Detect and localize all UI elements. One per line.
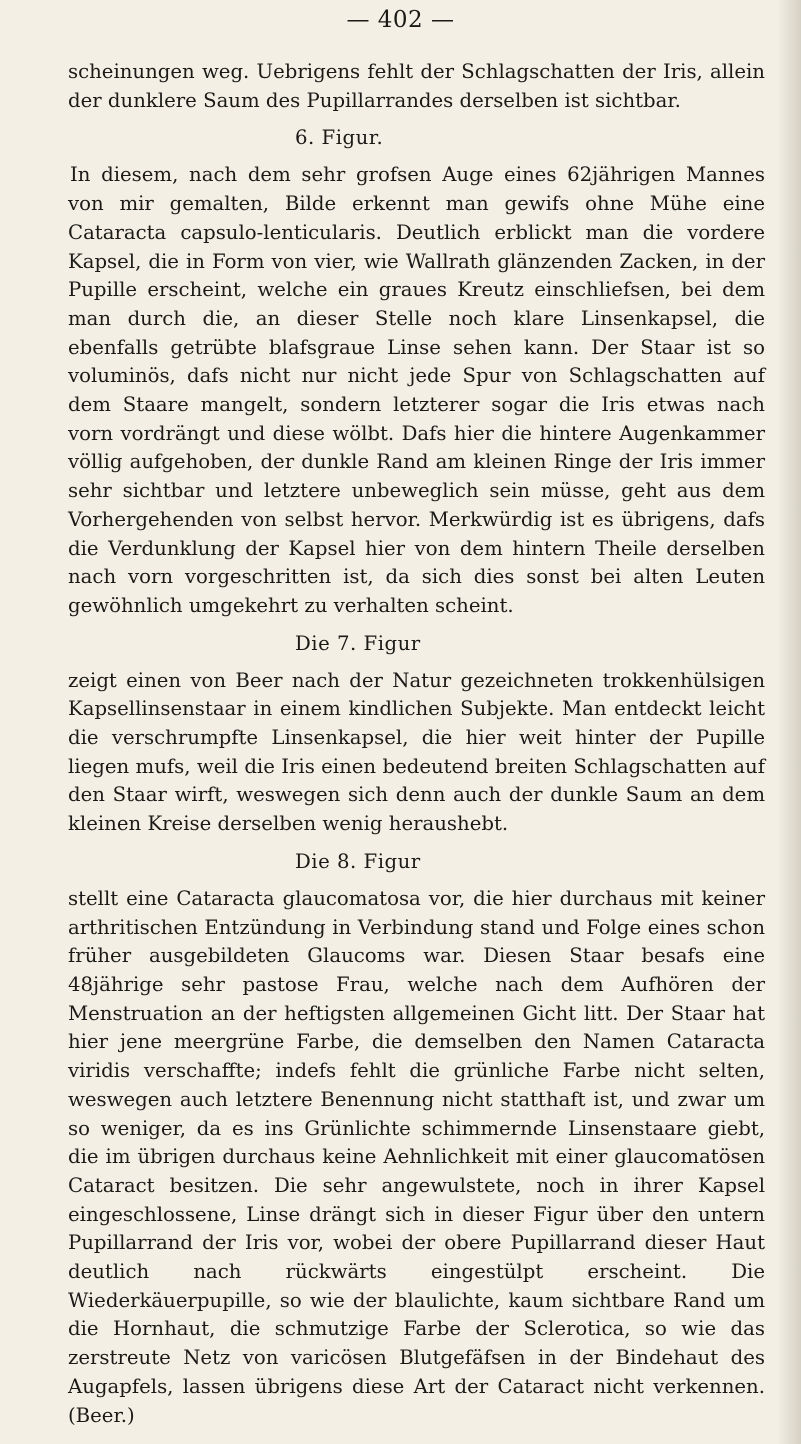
paragraph-figure-6: In diesem, nach dem sehr grofsen Auge eines 62jährigen Mannes von mir gemalten, Bilde erkennt man gewifs ohne Mühe eine Cataracta capsulo-lenticularis. Deutlich erblickt man die vordere Kapsel, die in Form von vier, wie Wallrath glänzenden Zacken, in der Pupille erscheint, welche ein graues Kreutz einschliefsen, bei dem man durch die, an dieser Stelle noch klare Linsenkapsel, die ebenfalls getrübte blafsgraue Linse sehen kann. Der Staar ist so voluminös, dafs nicht nur nicht jede Spur von Schlagschatten auf dem Staare mangelt, sondern letzterer sogar die Iris etwas nach vorn vordrängt und diese wölbt. Dafs hier die hintere Augenkammer völlig aufgehoben, der dunkle Rand am kleinen Ringe der Iris immer sehr sichtbar und letztere unbeweglich sein müsse, geht aus dem Vorhergehenden von selbst hervor. Merkwürdig ist es übrigens, dafs die Verdunklung der Kapsel hier von dem hintern Theile derselben nach vorn vorgeschritten ist, da sich dies sonst bei alten Leuten gewöhnlich umgekehrt zu verhalten scheint. bbox=[68, 163, 765, 617]
heading-figure-6: 6. Figur. bbox=[295, 126, 384, 150]
heading-figure-8: Die 8. Figur bbox=[295, 849, 421, 873]
heading-figure-7: Die 7. Figur bbox=[295, 631, 421, 655]
paragraph-figure-7: zeigt einen von Beer nach der Natur gezeichneten trokkenhülsigen Kapsellinsenstaar in einem kindlichen Subjekte. Man entdeckt leicht die verschrumpfte Linsenkapsel, die hier weit hinter der Pupille liegen mufs, weil die Iris einen bedeutend breiten Schlagschatten auf den Staar wirft, weswegen sich denn auch der dunkle Saum an dem kleinen Kreise derselben wenig heraushebt. bbox=[68, 668, 765, 836]
paragraph-continuation: scheinungen weg. Uebrigens fehlt der Schlagschatten der Iris, allein der dunklere Saum des Pupillarrandes derselben ist sichtbar. bbox=[68, 60, 765, 112]
page-text bbox=[68, 58, 765, 1430]
page-number: — 402 — bbox=[346, 7, 455, 33]
paragraph-figure-8: stellt eine Cataracta glaucomatosa vor, die hier durchaus mit keiner arthritischen Entzündung in Verbindung stand und Folge eines schon früher ausgebildeten Glaucoms war. Diesen Staar besafs eine 48jährige sehr pastose Frau, welche nach dem Aufhören der Menstruation an der heftigsten allgemeinen Gicht litt. Der Staar hat hier jene meergrüne Farbe, die demselben den Namen Cataracta viridis verschaffte; indefs fehlt die grünliche Farbe nicht selten, weswegen auch letztere Benennung nicht statthaft ist, und zwar um so weniger, da es ins Grünlichte schimmernde Linsenstaare giebt, die im übrigen durchaus keine Aehnlichkeit mit einer glaucomatösen Cataract besitzen. Die sehr angewulstete, noch in ihrer Kapsel eingeschlossene, Linse drängt sich in dieser Figur über den untern Pupillarrand der Iris vor, wobei der obere Pupillarrand dieser Haut deutlich nach rückwärts eingestülpt erscheint. Die Wiederkäuerpupille, so wie der blaulichte, kaum sichtbare Rand um die Hornhaut, die schmutzige Farbe der Sclerotica, so wie das zerstreute Netz von varicösen Blutgefäfsen in der Bindehaut des Augapfels, lassen übrigens diese Art der Cataract nicht verkennen. (Beer.) bbox=[68, 886, 765, 1427]
page-edge-shadow bbox=[777, 0, 801, 1444]
